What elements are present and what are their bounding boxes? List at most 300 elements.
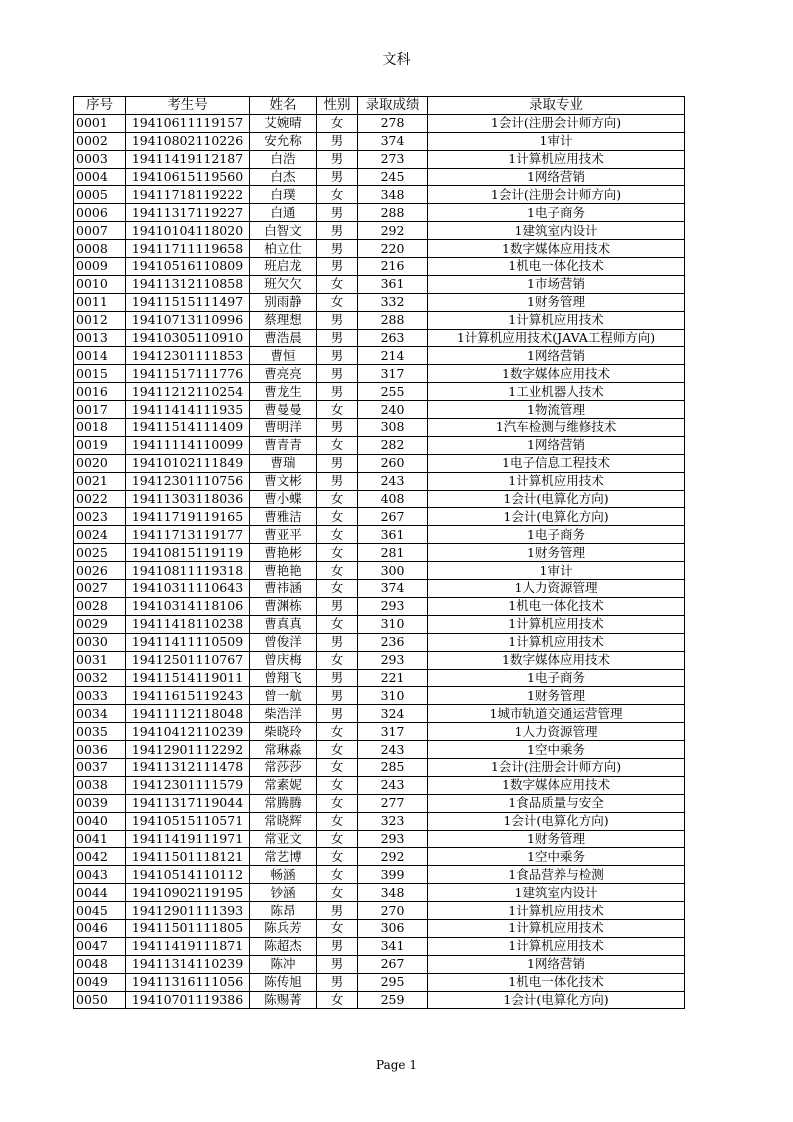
cell-seq: 0014 (74, 347, 126, 365)
cell-name: 白通 (250, 204, 317, 222)
cell-name: 曹亚平 (250, 526, 317, 544)
cell-exam-id: 19410514110112 (126, 866, 250, 884)
table-row (74, 669, 685, 687)
table-row (74, 651, 685, 669)
table-row (74, 937, 685, 955)
cell-score: 348 (358, 884, 428, 902)
cell-score: 317 (358, 365, 428, 383)
cell-exam-id: 19411419112187 (126, 150, 250, 168)
cell-gender: 女 (317, 812, 358, 830)
cell-gender: 女 (317, 723, 358, 741)
column-header-gender: 性别 (317, 97, 358, 115)
cell-name: 柏立仕 (250, 240, 317, 258)
cell-exam-id: 19410516110809 (126, 258, 250, 276)
cell-name: 曹浩晨 (250, 329, 317, 347)
cell-exam-id: 19411501118121 (126, 848, 250, 866)
cell-seq: 0019 (74, 436, 126, 454)
cell-exam-id: 19411312111478 (126, 758, 250, 776)
cell-gender: 女 (317, 794, 358, 812)
cell-name: 曹小蝶 (250, 490, 317, 508)
cell-gender: 男 (317, 669, 358, 687)
cell-exam-id: 19410701119386 (126, 991, 250, 1009)
cell-name: 柴浩洋 (250, 705, 317, 723)
cell-name: 曹龙生 (250, 383, 317, 401)
cell-exam-id: 19412501110767 (126, 651, 250, 669)
cell-seq: 0023 (74, 508, 126, 526)
cell-seq: 0011 (74, 293, 126, 311)
cell-score: 243 (358, 472, 428, 490)
cell-major: 1数字媒体应用技术 (428, 240, 685, 258)
cell-name: 陈赐菁 (250, 991, 317, 1009)
table-row (74, 329, 685, 347)
cell-seq: 0047 (74, 937, 126, 955)
cell-major: 1电子商务 (428, 669, 685, 687)
cell-score: 216 (358, 258, 428, 276)
column-header-name: 姓名 (250, 97, 317, 115)
cell-score: 270 (358, 902, 428, 920)
cell-seq: 0015 (74, 365, 126, 383)
cell-name: 常亚文 (250, 830, 317, 848)
cell-gender: 男 (317, 633, 358, 651)
cell-exam-id: 19411212110254 (126, 383, 250, 401)
cell-major: 1空中乘务 (428, 848, 685, 866)
cell-score: 374 (358, 580, 428, 598)
cell-exam-id: 19411418110238 (126, 615, 250, 633)
cell-score: 399 (358, 866, 428, 884)
cell-gender: 男 (317, 311, 358, 329)
cell-major: 1计算机应用技术 (428, 937, 685, 955)
cell-score: 332 (358, 293, 428, 311)
cell-gender: 女 (317, 401, 358, 419)
cell-exam-id: 19411316111056 (126, 973, 250, 991)
cell-score: 240 (358, 401, 428, 419)
cell-gender: 男 (317, 365, 358, 383)
table-row (74, 758, 685, 776)
cell-seq: 0029 (74, 615, 126, 633)
cell-major: 1数字媒体应用技术 (428, 776, 685, 794)
cell-gender: 男 (317, 955, 358, 973)
cell-seq: 0026 (74, 562, 126, 580)
cell-seq: 0046 (74, 919, 126, 937)
table-row (74, 383, 685, 401)
cell-exam-id: 19412301111853 (126, 347, 250, 365)
cell-seq: 0042 (74, 848, 126, 866)
cell-gender: 女 (317, 580, 358, 598)
cell-score: 361 (358, 526, 428, 544)
cell-major: 1财务管理 (428, 687, 685, 705)
cell-major: 1计算机应用技术 (428, 919, 685, 937)
cell-score: 295 (358, 973, 428, 991)
cell-gender: 女 (317, 741, 358, 759)
cell-name: 柴晓玲 (250, 723, 317, 741)
cell-score: 293 (358, 651, 428, 669)
cell-gender: 女 (317, 436, 358, 454)
cell-gender: 女 (317, 776, 358, 794)
cell-name: 曹雅洁 (250, 508, 317, 526)
cell-exam-id: 19411515111497 (126, 293, 250, 311)
table-row (74, 275, 685, 293)
cell-name: 陈昂 (250, 902, 317, 920)
cell-gender: 女 (317, 651, 358, 669)
cell-exam-id: 19412301111579 (126, 776, 250, 794)
cell-major: 1城市轨道交通运营管理 (428, 705, 685, 723)
cell-exam-id: 19411317119044 (126, 794, 250, 812)
cell-seq: 0001 (74, 114, 126, 132)
cell-name: 陈传旭 (250, 973, 317, 991)
cell-seq: 0032 (74, 669, 126, 687)
cell-exam-id: 19410102111849 (126, 454, 250, 472)
cell-major: 1财务管理 (428, 293, 685, 311)
cell-name: 常腾腾 (250, 794, 317, 812)
cell-seq: 0038 (74, 776, 126, 794)
cell-gender: 男 (317, 150, 358, 168)
cell-score: 263 (358, 329, 428, 347)
column-header-exam-id: 考生号 (126, 97, 250, 115)
cell-seq: 0018 (74, 419, 126, 437)
cell-name: 曹艳彬 (250, 544, 317, 562)
cell-score: 292 (358, 222, 428, 240)
cell-score: 277 (358, 794, 428, 812)
cell-seq: 0027 (74, 580, 126, 598)
cell-seq: 0009 (74, 258, 126, 276)
cell-name: 安允称 (250, 132, 317, 150)
cell-score: 288 (358, 311, 428, 329)
table-row (74, 562, 685, 580)
cell-seq: 0007 (74, 222, 126, 240)
cell-exam-id: 19410314118106 (126, 597, 250, 615)
cell-score: 308 (358, 419, 428, 437)
cell-name: 白浩 (250, 150, 317, 168)
cell-name: 曾庆梅 (250, 651, 317, 669)
cell-exam-id: 19410104118020 (126, 222, 250, 240)
table-row (74, 955, 685, 973)
cell-major: 1计算机应用技术 (428, 902, 685, 920)
table-row (74, 186, 685, 204)
cell-score: 220 (358, 240, 428, 258)
cell-name: 陈冲 (250, 955, 317, 973)
table-row (74, 580, 685, 598)
cell-score: 214 (358, 347, 428, 365)
cell-name: 曹真真 (250, 615, 317, 633)
cell-score: 408 (358, 490, 428, 508)
column-header-seq: 序号 (74, 97, 126, 115)
cell-name: 曹渊栋 (250, 597, 317, 615)
cell-score: 293 (358, 830, 428, 848)
table-row (74, 168, 685, 186)
cell-seq: 0036 (74, 741, 126, 759)
cell-name: 班启龙 (250, 258, 317, 276)
cell-gender: 女 (317, 848, 358, 866)
table-row (74, 705, 685, 723)
cell-exam-id: 19410412110239 (126, 723, 250, 741)
cell-name: 常素妮 (250, 776, 317, 794)
table-row (74, 919, 685, 937)
cell-gender: 男 (317, 222, 358, 240)
cell-exam-id: 19412301110756 (126, 472, 250, 490)
table-row (74, 526, 685, 544)
cell-score: 310 (358, 615, 428, 633)
table-row (74, 401, 685, 419)
table-row (74, 150, 685, 168)
cell-score: 236 (358, 633, 428, 651)
cell-name: 畅涵 (250, 866, 317, 884)
cell-seq: 0005 (74, 186, 126, 204)
cell-major: 1汽车检测与维修技术 (428, 419, 685, 437)
cell-gender: 女 (317, 293, 358, 311)
cell-major: 1建筑室内设计 (428, 222, 685, 240)
cell-seq: 0002 (74, 132, 126, 150)
cell-gender: 女 (317, 526, 358, 544)
cell-score: 300 (358, 562, 428, 580)
cell-gender: 女 (317, 490, 358, 508)
cell-seq: 0004 (74, 168, 126, 186)
cell-major: 1会计(注册会计师方向) (428, 758, 685, 776)
cell-seq: 0050 (74, 991, 126, 1009)
cell-score: 341 (358, 937, 428, 955)
cell-score: 288 (358, 204, 428, 222)
cell-exam-id: 19412901111393 (126, 902, 250, 920)
cell-seq: 0010 (74, 275, 126, 293)
cell-major: 1工业机器人技术 (428, 383, 685, 401)
cell-gender: 女 (317, 991, 358, 1009)
cell-exam-id: 19410815119119 (126, 544, 250, 562)
cell-exam-id: 19411317119227 (126, 204, 250, 222)
cell-exam-id: 19411501111805 (126, 919, 250, 937)
cell-major: 1人力资源管理 (428, 580, 685, 598)
table-row (74, 240, 685, 258)
cell-gender: 男 (317, 472, 358, 490)
cell-major: 1会计(电算化方向) (428, 812, 685, 830)
cell-seq: 0025 (74, 544, 126, 562)
cell-gender: 女 (317, 615, 358, 633)
cell-major: 1网络营销 (428, 955, 685, 973)
cell-exam-id: 19411114110099 (126, 436, 250, 454)
cell-major: 1网络营销 (428, 347, 685, 365)
table-row (74, 454, 685, 472)
cell-score: 243 (358, 776, 428, 794)
cell-gender: 女 (317, 114, 358, 132)
page-title: 文科 (382, 52, 411, 68)
cell-name: 艾婉晴 (250, 114, 317, 132)
cell-major: 1市场营销 (428, 275, 685, 293)
cell-name: 陈超杰 (250, 937, 317, 955)
cell-name: 蔡理想 (250, 311, 317, 329)
cell-exam-id: 19411314110239 (126, 955, 250, 973)
cell-name: 曹艳艳 (250, 562, 317, 580)
cell-score: 348 (358, 186, 428, 204)
cell-exam-id: 19411514111409 (126, 419, 250, 437)
cell-gender: 女 (317, 562, 358, 580)
cell-major: 1会计(电算化方向) (428, 991, 685, 1009)
cell-gender: 男 (317, 258, 358, 276)
cell-gender: 男 (317, 168, 358, 186)
cell-gender: 女 (317, 919, 358, 937)
cell-name: 曾一航 (250, 687, 317, 705)
cell-seq: 0030 (74, 633, 126, 651)
cell-gender: 女 (317, 830, 358, 848)
table-row (74, 311, 685, 329)
cell-gender: 女 (317, 758, 358, 776)
table-row (74, 633, 685, 651)
cell-exam-id: 19410311110643 (126, 580, 250, 598)
cell-score: 243 (358, 741, 428, 759)
table-row (74, 991, 685, 1009)
cell-name: 曹曼曼 (250, 401, 317, 419)
cell-gender: 女 (317, 884, 358, 902)
cell-exam-id: 19411414111935 (126, 401, 250, 419)
table-row (74, 615, 685, 633)
table-row (74, 687, 685, 705)
cell-seq: 0012 (74, 311, 126, 329)
cell-major: 1食品质量与安全 (428, 794, 685, 812)
cell-major: 1电子商务 (428, 526, 685, 544)
cell-major: 1数字媒体应用技术 (428, 651, 685, 669)
cell-exam-id: 19411419111971 (126, 830, 250, 848)
table-row (74, 973, 685, 991)
cell-score: 255 (358, 383, 428, 401)
cell-seq: 0033 (74, 687, 126, 705)
cell-seq: 0028 (74, 597, 126, 615)
cell-name: 白智文 (250, 222, 317, 240)
cell-name: 陈兵芳 (250, 919, 317, 937)
cell-gender: 女 (317, 508, 358, 526)
cell-major: 1物流管理 (428, 401, 685, 419)
cell-gender: 女 (317, 186, 358, 204)
table-row (74, 776, 685, 794)
cell-score: 282 (358, 436, 428, 454)
cell-major: 1计算机应用技术 (428, 472, 685, 490)
cell-gender: 女 (317, 866, 358, 884)
table-row (74, 132, 685, 150)
cell-seq: 0045 (74, 902, 126, 920)
cell-name: 常琳淼 (250, 741, 317, 759)
cell-gender: 男 (317, 902, 358, 920)
table-row (74, 866, 685, 884)
table-row (74, 902, 685, 920)
cell-gender: 女 (317, 275, 358, 293)
cell-seq: 0006 (74, 204, 126, 222)
table-row (74, 347, 685, 365)
cell-gender: 男 (317, 329, 358, 347)
cell-seq: 0024 (74, 526, 126, 544)
cell-name: 曹青青 (250, 436, 317, 454)
cell-name: 别雨静 (250, 293, 317, 311)
cell-major: 1机电一体化技术 (428, 973, 685, 991)
cell-major: 1会计(注册会计师方向) (428, 186, 685, 204)
cell-gender: 女 (317, 544, 358, 562)
cell-exam-id: 19411411110509 (126, 633, 250, 651)
cell-score: 278 (358, 114, 428, 132)
cell-gender: 男 (317, 347, 358, 365)
cell-major: 1网络营销 (428, 436, 685, 454)
cell-major: 1财务管理 (428, 830, 685, 848)
cell-major: 1计算机应用技术 (428, 615, 685, 633)
cell-exam-id: 19410811119318 (126, 562, 250, 580)
cell-exam-id: 19411719119165 (126, 508, 250, 526)
cell-exam-id: 19410305110910 (126, 329, 250, 347)
cell-score: 281 (358, 544, 428, 562)
cell-gender: 男 (317, 240, 358, 258)
cell-gender: 男 (317, 973, 358, 991)
cell-gender: 男 (317, 419, 358, 437)
cell-major: 1数字媒体应用技术 (428, 365, 685, 383)
cell-name: 常艺博 (250, 848, 317, 866)
cell-score: 245 (358, 168, 428, 186)
cell-major: 1计算机应用技术 (428, 633, 685, 651)
cell-gender: 男 (317, 597, 358, 615)
cell-major: 1机电一体化技术 (428, 597, 685, 615)
cell-exam-id: 19410611119157 (126, 114, 250, 132)
cell-exam-id: 19411718119222 (126, 186, 250, 204)
cell-major: 1会计(注册会计师方向) (428, 114, 685, 132)
cell-name: 班欠欠 (250, 275, 317, 293)
cell-seq: 0049 (74, 973, 126, 991)
cell-score: 293 (358, 597, 428, 615)
cell-exam-id: 19411112118048 (126, 705, 250, 723)
table-row (74, 544, 685, 562)
cell-gender: 男 (317, 383, 358, 401)
cell-seq: 0016 (74, 383, 126, 401)
table-row (74, 848, 685, 866)
cell-gender: 男 (317, 937, 358, 955)
cell-score: 324 (358, 705, 428, 723)
cell-seq: 0039 (74, 794, 126, 812)
cell-major: 1空中乘务 (428, 741, 685, 759)
admission-table (73, 96, 685, 1009)
cell-seq: 0041 (74, 830, 126, 848)
cell-score: 306 (358, 919, 428, 937)
cell-exam-id: 19412901112292 (126, 741, 250, 759)
cell-major: 1审计 (428, 562, 685, 580)
cell-major: 1计算机应用技术(JAVA工程师方向) (428, 329, 685, 347)
column-header-major: 录取专业 (428, 97, 685, 115)
cell-seq: 0031 (74, 651, 126, 669)
cell-name: 曹瑞 (250, 454, 317, 472)
cell-gender: 男 (317, 687, 358, 705)
cell-score: 323 (358, 812, 428, 830)
cell-exam-id: 19410515110571 (126, 812, 250, 830)
table-row (74, 884, 685, 902)
table-row (74, 293, 685, 311)
cell-seq: 0021 (74, 472, 126, 490)
table-row (74, 597, 685, 615)
cell-major: 1财务管理 (428, 544, 685, 562)
cell-score: 221 (358, 669, 428, 687)
cell-exam-id: 19411514119011 (126, 669, 250, 687)
cell-seq: 0022 (74, 490, 126, 508)
table-row (74, 114, 685, 132)
table-row (74, 830, 685, 848)
cell-major: 1审计 (428, 132, 685, 150)
cell-gender: 男 (317, 705, 358, 723)
table-row (74, 741, 685, 759)
cell-major: 1电子信息工程技术 (428, 454, 685, 472)
cell-major: 1计算机应用技术 (428, 311, 685, 329)
page-number: Page 1 (376, 1058, 417, 1072)
cell-seq: 0020 (74, 454, 126, 472)
cell-score: 374 (358, 132, 428, 150)
cell-seq: 0044 (74, 884, 126, 902)
cell-exam-id: 19411517111776 (126, 365, 250, 383)
table-row (74, 812, 685, 830)
table-row (74, 436, 685, 454)
cell-score: 273 (358, 150, 428, 168)
cell-score: 267 (358, 955, 428, 973)
cell-name: 曾俊洋 (250, 633, 317, 651)
cell-exam-id: 19411312110858 (126, 275, 250, 293)
cell-seq: 0040 (74, 812, 126, 830)
cell-major: 1机电一体化技术 (428, 258, 685, 276)
